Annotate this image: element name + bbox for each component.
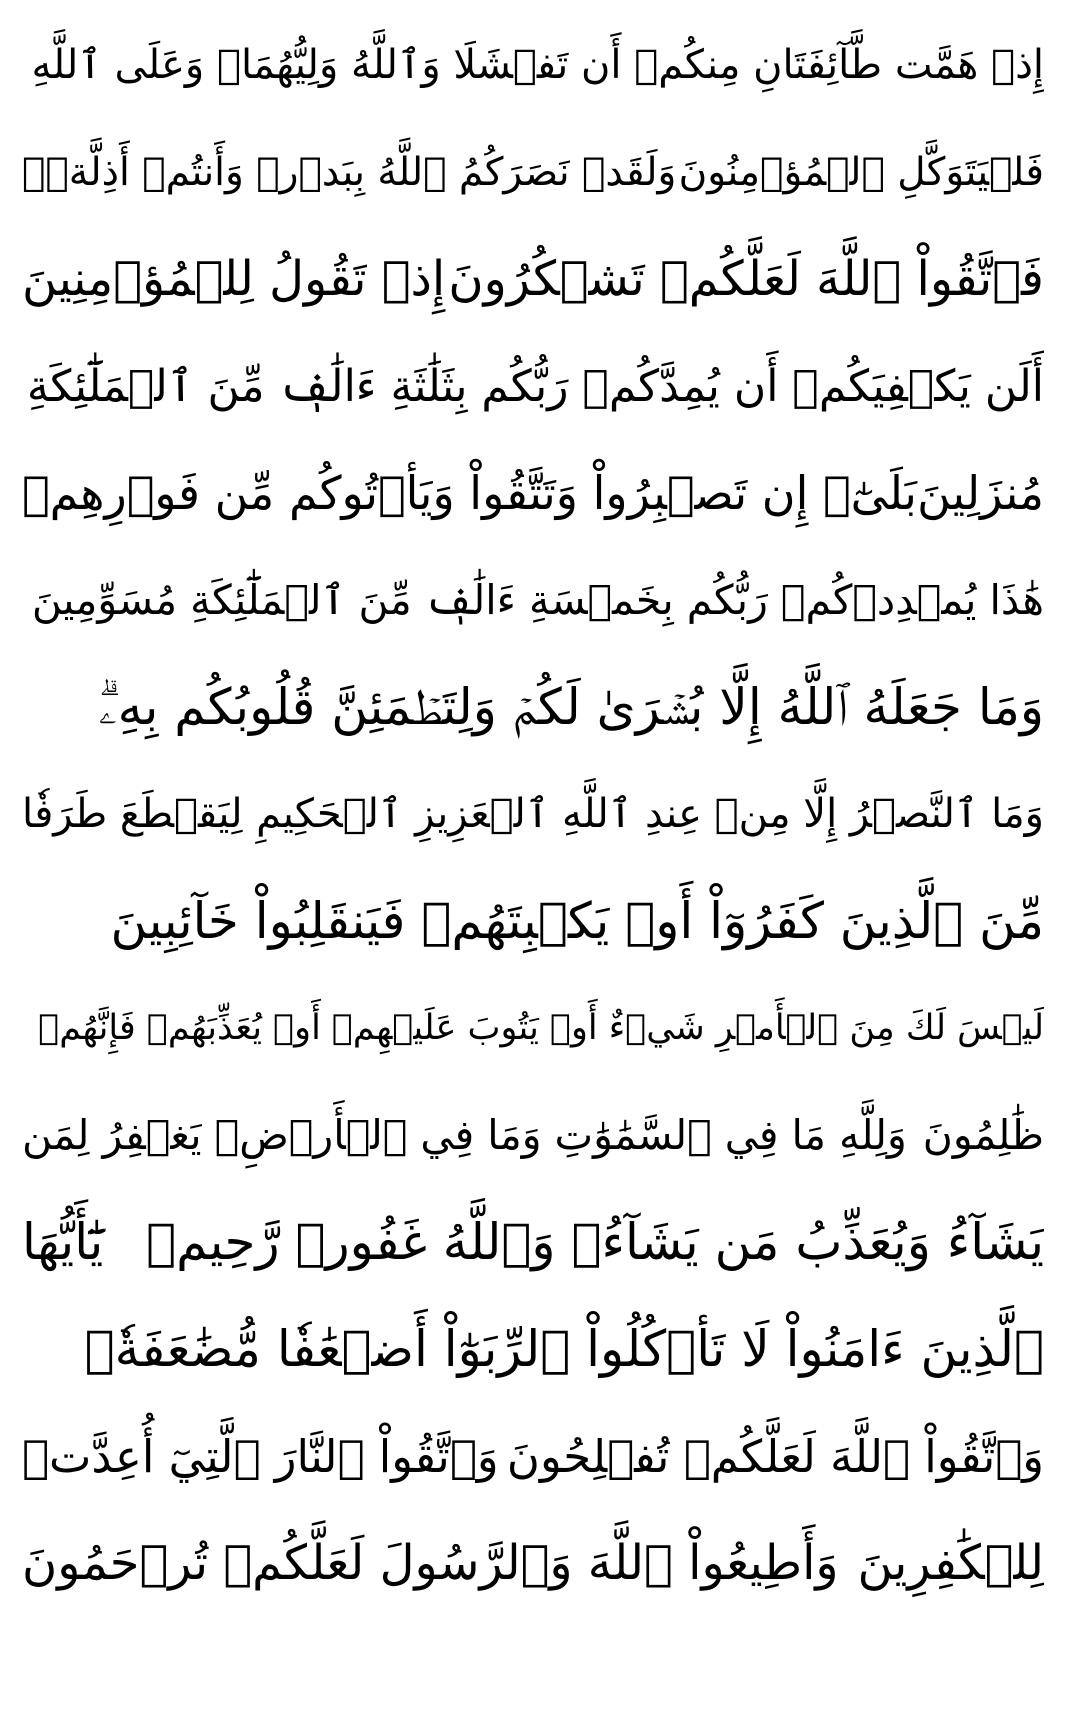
text-line-4 <box>22 333 1044 440</box>
text-line-8 <box>22 761 1044 868</box>
line-3-text-b: إِذۡ تَقُولُ لِلۡمُؤۡمِنِينَ <box>22 251 446 307</box>
text-line-3 <box>22 226 1044 333</box>
text-line-14 <box>22 1403 1044 1510</box>
line-14-text-b: وَٱتَّقُواْ ٱلنَّارَ ٱلَّتِيٓ أُعِدَّتۡ <box>22 1430 499 1483</box>
text-line-11 <box>22 1082 1044 1189</box>
line-4-text: أَلَن يَكۡفِيَكُمۡ أَن يُمِدَّكُمۡ رَبُّكُم بِثَلَٰثَةِ ءَالَٰفٖ مِّنَ ٱلۡمَلَٰٓئِكَةِ <box>26 361 1044 412</box>
line-12-text-b: يَٰٓأَيُّهَا <box>22 1213 104 1271</box>
text-line-1 <box>22 12 1044 119</box>
text-line-6 <box>22 547 1044 654</box>
text-line-2 <box>22 119 1044 226</box>
text-line-12 <box>22 1189 1044 1296</box>
line-2-text-b: وَلَقَدۡ نَصَرَكُمُ ٱللَّهُ بِبَدۡرٖ وَأَنتُمۡ أَذِلَّةٞۖ <box>22 150 677 195</box>
text-line-5 <box>22 440 1044 547</box>
line-8-text-b: لِيَقۡطَعَ طَرَفٗا <box>22 791 243 837</box>
line-8-text-a: وَمَا ٱلنَّصۡرُ إِلَّا مِنۡ عِندِ ٱللَّهِ ٱلۡعَزِيزِ ٱلۡحَكِيمِ <box>256 791 1044 837</box>
line-12-text-a: يَشَآءُ وَيُعَذِّبُ مَن يَشَآءُۚ وَٱللَّهُ غَفُورٞ رَّحِيمٞ <box>146 1213 1044 1271</box>
text-line-9 <box>22 868 1044 975</box>
text-line-7 <box>22 654 1044 761</box>
line-14-text-a: وَٱتَّقُواْ ٱللَّهَ لَعَلَّكُمۡ تُفۡلِحُونَ <box>506 1430 1044 1483</box>
text-line-13 <box>22 1296 1044 1403</box>
line-5-text-b: بَلَىٰٓۚ إِن تَصۡبِرُواْ وَتَتَّقُواْ وَيَأۡتُوكُم مِّن فَوۡرِهِمۡ <box>22 466 917 520</box>
line-10-text: لَيۡسَ لَكَ مِنَ ٱلۡأَمۡرِ شَيۡءٌ أَوۡ يَتُوبَ عَلَيۡهِمۡ أَوۡ يُعَذِّبَهُمۡ فَإِنَّهُمۡ <box>38 1008 1044 1048</box>
line-6-text: هَٰذَا يُمۡدِدۡكُمۡ رَبُّكُم بِخَمۡسَةِ ءَالَٰفٖ مِّنَ ٱلۡمَلَٰٓئِكَةِ مُسَوِّمِينَ <box>31 576 1044 624</box>
line-11-text-a: ظَٰلِمُونَ <box>922 1111 1044 1159</box>
line-3-text-a: فَٱتَّقُواْ ٱللَّهَ لَعَلَّكُمۡ تَشۡكُرُونَ <box>448 251 1044 307</box>
line-13-text: ٱلَّذِينَ ءَامَنُواْ لَا تَأۡكُلُواْ ٱلرِّبَوٰٓاْ أَضۡعَٰفٗا مُّضَٰعَفَةٗۖ <box>84 1320 1044 1378</box>
line-2-text-a: فَلۡيَتَوَكَّلِ ٱلۡمُؤۡمِنُونَ <box>678 150 1044 195</box>
line-15-text-b: وَأَطِيعُواْ ٱللَّهَ وَٱلرَّسُولَ لَعَلَّكُمۡ تُرۡحَمُونَ <box>22 1535 839 1591</box>
text-line-15 <box>22 1510 1044 1617</box>
line-15-text-a: لِلۡكَٰفِرِينَ <box>857 1535 1044 1591</box>
line-1-text: إِذۡ هَمَّت طَّآئِفَتَانِ مِنكُمۡ أَن تَفۡشَلَا وَٱللَّهُ وَلِيُّهُمَاۗ وَعَلَى ٱللَّهِ <box>31 42 1044 88</box>
text-line-10 <box>22 975 1044 1082</box>
line-7-text: وَمَا جَعَلَهُ ٱللَّهُ إِلَّا بُشۡرَىٰ لَكُمۡ وَلِتَطۡمَئِنَّ قُلُوبُكُم بِهِۦۗ <box>98 678 1044 736</box>
line-11-text-b: وَلِلَّهِ مَا فِي ٱلسَّمَٰوَٰتِ وَمَا فِي ٱلۡأَرۡضِۚ يَغۡفِرُ لِمَن <box>22 1111 907 1159</box>
line-5-text-a: مُنزَلِينَ <box>917 466 1044 520</box>
line-9-text: مِّنَ ٱلَّذِينَ كَفَرُوٓاْ أَوۡ يَكۡبِتَهُمۡ فَيَنقَلِبُواْ خَآئِبِينَ <box>110 892 1044 950</box>
